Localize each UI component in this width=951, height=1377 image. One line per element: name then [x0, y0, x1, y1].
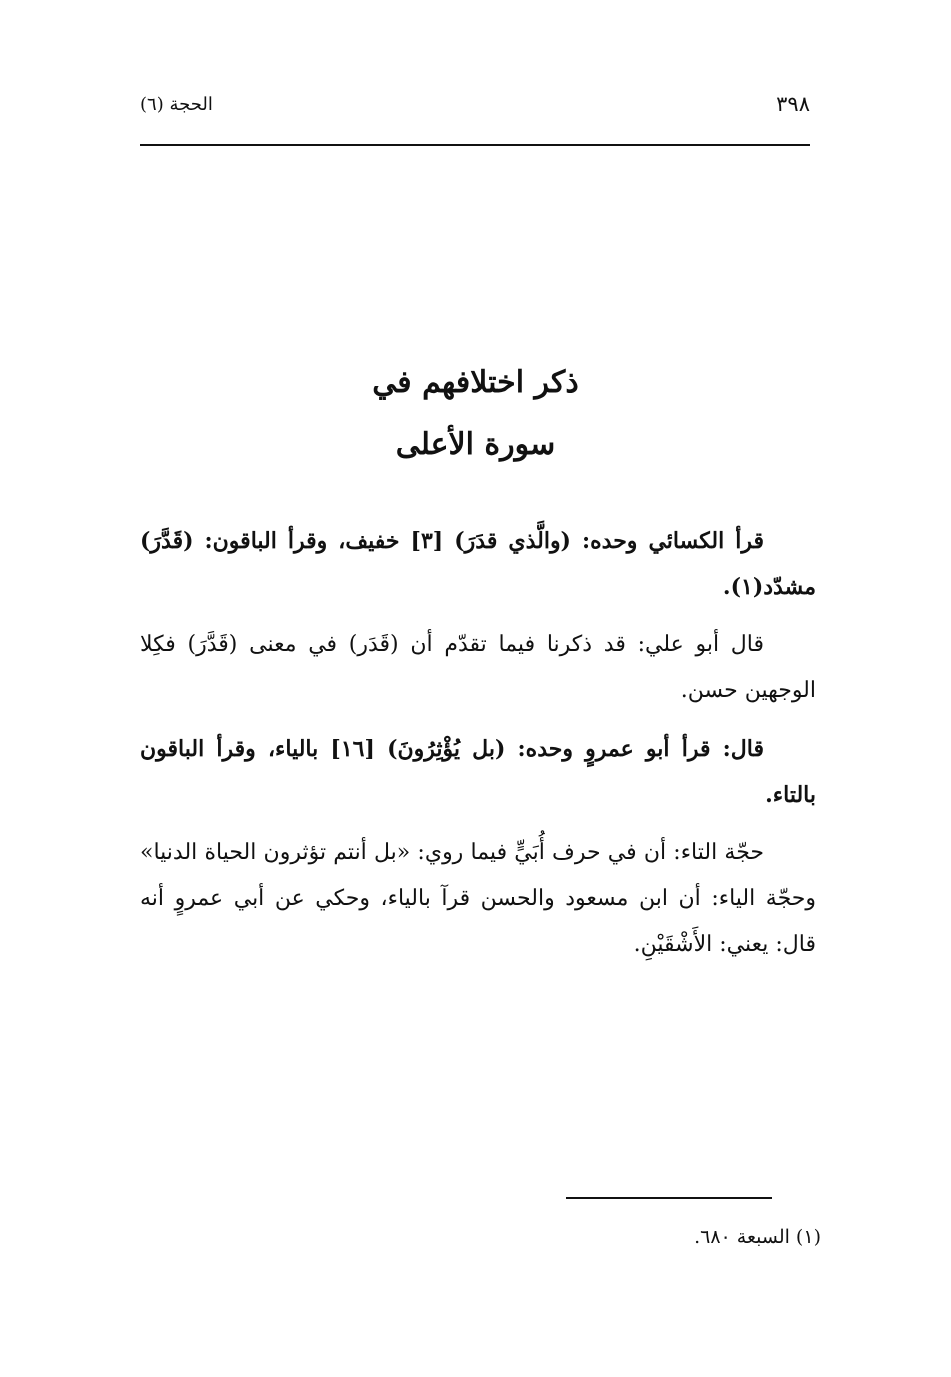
- footnote: (١) السبعة ٦٨٠.: [694, 1226, 821, 1248]
- paragraph-abu-ali-comment: قال أبو علي: قد ذكرنا فيما تقدّم أن (قَدَر) في معنى (قَدَّرَ) فكِلا الوجهين حسن.: [140, 632, 816, 703]
- running-title: الحجة (٦): [140, 94, 213, 115]
- paragraph-argument: حجّة التاء: أن في حرف أُبَيٍّ فيما روي: «بل أنتم تؤثرون الحياة الدنيا» وحجّة الياء: أن ابن مسعود والحسن قرآ بالياء، وحكي عن أبي عمروٍ أنه قال: يعني: الأَشْقَيْنِ.: [140, 840, 816, 957]
- header-rule: [140, 144, 810, 146]
- chapter-title: [0, 352, 951, 476]
- body-text: [140, 518, 816, 980]
- paragraph-kisai-reading: قرأ الكسائي وحده: (والَّذي قدَرَ) [٣] خفيف، وقرأ الباقون: (قَدَّرَ) مشدّد(١).: [140, 528, 816, 600]
- page-header: [140, 92, 810, 126]
- chapter-title-line-1: ذكر اختلافهم في: [372, 365, 579, 400]
- footnote-rule: [566, 1197, 772, 1199]
- page-number: ٣٩٨: [776, 92, 810, 116]
- chapter-title-line-2: سورة الأعلى: [395, 427, 556, 462]
- paragraph-abu-amr-reading: قال: قرأ أبو عمروٍ وحده: (بل يُؤْثِرُونَ) [١٦] بالياء، وقرأ الباقون بالتاء.: [140, 736, 816, 808]
